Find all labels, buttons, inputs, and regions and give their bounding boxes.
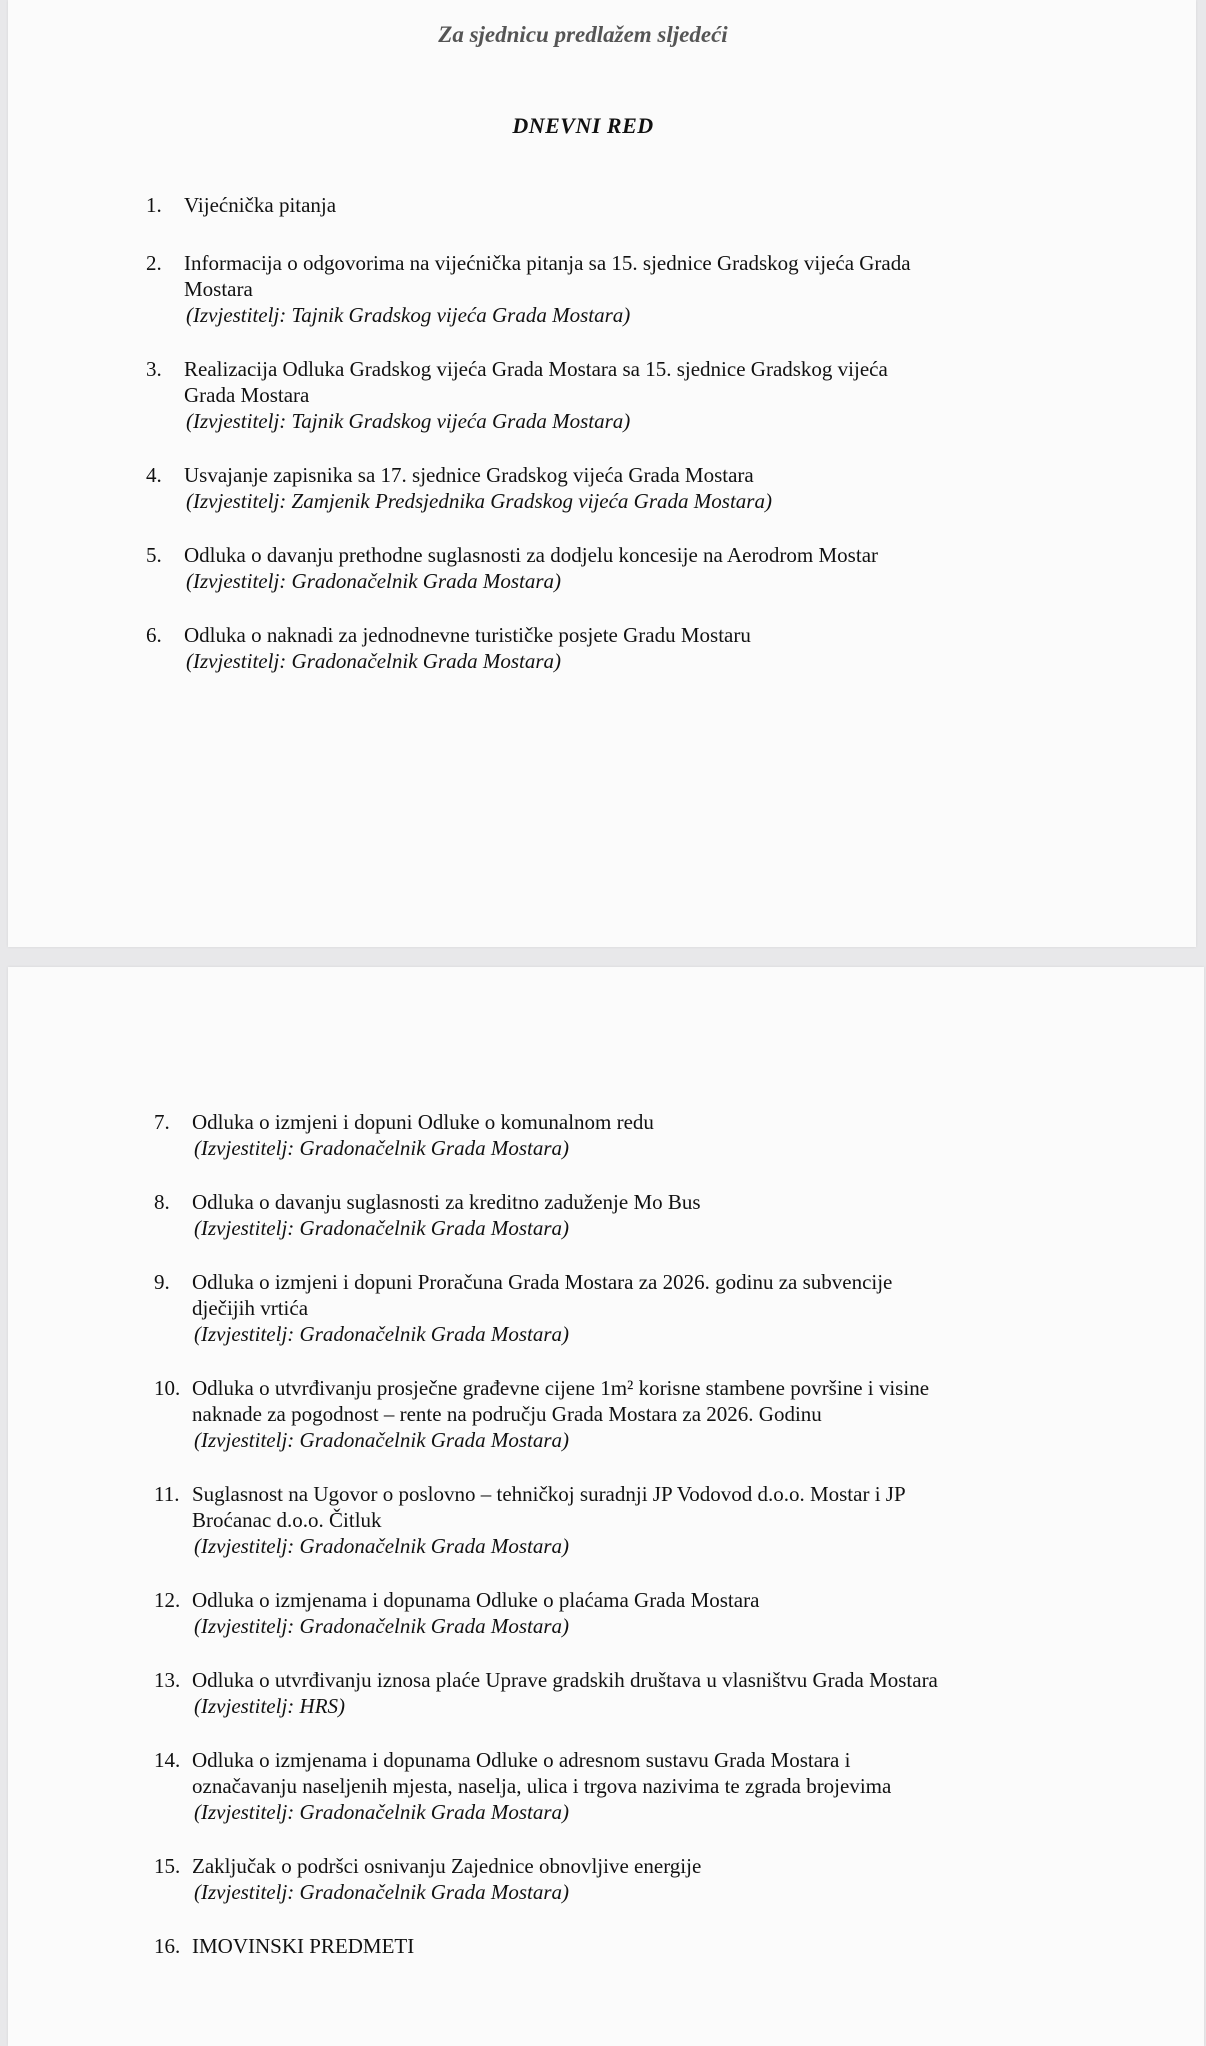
agenda-item-text: dječijih vrtića: [192, 1296, 309, 1320]
agenda-item-text: Mostara: [184, 277, 253, 301]
agenda-item-text: Zaključak o podršci osnivanju Zajednice obnovljive energije: [192, 1854, 702, 1878]
agenda-item-text: označavanju naseljenih mjesta, naselja, ulica i trgova nazivima te zgrada brojevima: [192, 1774, 892, 1798]
agenda-item-number: 14.: [154, 1748, 181, 1772]
agenda-item: [154, 1189, 1054, 1241]
agenda-item: [146, 192, 1026, 218]
agenda-item: [146, 622, 1026, 674]
agenda-item-number: 5.: [146, 543, 162, 567]
agenda-item-number: 11.: [154, 1482, 180, 1506]
agenda-item-number: 12.: [154, 1588, 181, 1612]
agenda-list-page-1: [146, 192, 1026, 702]
agenda-item: [154, 1747, 1054, 1825]
agenda-item: [154, 1375, 1054, 1453]
agenda-item-number: 3.: [146, 357, 162, 381]
agenda-item-number: 9.: [154, 1270, 170, 1294]
header-note: Za sjednicu predlažem sljedeći: [438, 22, 728, 47]
agenda-item-number: 15.: [154, 1854, 181, 1878]
agenda-item-reporter: (Izvjestitelj: Zamjenik Predsjednika Gradskog vijeća Grada Mostara): [186, 489, 772, 513]
agenda-item-reporter: (Izvjestitelj: Gradonačelnik Grada Mostara): [194, 1216, 570, 1240]
agenda-item: [146, 356, 1026, 434]
agenda-item-text: Suglasnost na Ugovor o poslovno – tehničkoj suradnji JP Vodovod d.o.o. Mostar i JP: [192, 1482, 906, 1506]
agenda-item-text: Odluka o naknadi za jednodnevne turističke posjete Gradu Mostaru: [184, 623, 751, 647]
agenda-item: [146, 542, 1026, 594]
agenda-item-number: 16.: [154, 1934, 181, 1958]
agenda-item-number: 1.: [146, 193, 162, 217]
agenda-list-page-2: [154, 1109, 1054, 1987]
agenda-item-reporter: (Izvjestitelj: Gradonačelnik Grada Mostara): [186, 649, 562, 673]
agenda-item: [154, 1481, 1054, 1559]
agenda-item-text: Odluka o izmjenama i dopunama Odluke o adresnom sustavu Grada Mostara i: [192, 1748, 851, 1772]
agenda-item: [154, 1853, 1054, 1905]
agenda-item-text: Odluka o izmjeni i dopuni Proračuna Grada Mostara za 2026. godinu za subvencije: [192, 1270, 893, 1294]
agenda-item-text: Vijećnička pitanja: [184, 193, 337, 217]
agenda-item-reporter: (Izvjestitelj: Gradonačelnik Grada Mostara): [194, 1880, 570, 1904]
agenda-item-number: 7.: [154, 1110, 170, 1134]
agenda-item-number: 6.: [146, 623, 162, 647]
agenda-item-text: Informacija o odgovorima na vijećnička pitanja sa 15. sjednice Gradskog vijeća Grada: [184, 251, 911, 275]
agenda-item-reporter: (Izvjestitelj: Gradonačelnik Grada Mostara): [194, 1322, 570, 1346]
agenda-item: [154, 1269, 1054, 1347]
agenda-item-reporter: (Izvjestitelj: Gradonačelnik Grada Mostara): [194, 1800, 570, 1824]
agenda-item: [154, 1933, 1054, 1959]
agenda-item-text: IMOVINSKI PREDMETI: [192, 1934, 415, 1958]
agenda-item-text: Grada Mostara: [184, 383, 310, 407]
agenda-item-number: 13.: [154, 1668, 181, 1692]
agenda-item: [154, 1109, 1054, 1161]
agenda-item-reporter: (Izvjestitelj: Gradonačelnik Grada Mostara): [194, 1534, 570, 1558]
document-page-2: [8, 967, 1204, 2046]
document-page-1: [8, 0, 1196, 947]
agenda-item-number: 10.: [154, 1376, 181, 1400]
agenda-item-text: Odluka o utvrđivanju prosječne građevne cijene 1m² korisne stambene površine i visine: [192, 1376, 930, 1400]
agenda-item-text: Broćanac d.o.o. Čitluk: [192, 1508, 382, 1532]
agenda-item-reporter: (Izvjestitelj: Gradonačelnik Grada Mostara): [186, 569, 562, 593]
agenda-item-reporter: (Izvjestitelj: Tajnik Gradskog vijeća Grada Mostara): [186, 303, 631, 327]
agenda-item-text: naknade za pogodnost – rente na području Grada Mostara za 2026. Godinu: [192, 1402, 822, 1426]
agenda-item-reporter: (Izvjestitelj: Gradonačelnik Grada Mostara): [194, 1614, 570, 1638]
agenda-item-reporter: (Izvjestitelj: Gradonačelnik Grada Mostara): [194, 1428, 570, 1452]
agenda-item-number: 8.: [154, 1190, 170, 1214]
agenda-item: [146, 250, 1026, 328]
agenda-item-reporter: (Izvjestitelj: Tajnik Gradskog vijeća Grada Mostara): [186, 409, 631, 433]
agenda-item: [146, 462, 1026, 514]
agenda-item-text: Odluka o izmjenama i dopunama Odluke o plaćama Grada Mostara: [192, 1588, 760, 1612]
agenda-item-reporter: (Izvjestitelj: HRS): [194, 1694, 346, 1718]
agenda-title: DNEVNI RED: [512, 113, 654, 138]
agenda-item-text: Odluka o davanju suglasnosti za kreditno zaduženje Mo Bus: [192, 1190, 701, 1214]
agenda-item-text: Odluka o davanju prethodne suglasnosti za dodjelu koncesije na Aerodrom Mostar: [184, 543, 879, 567]
agenda-item-number: 2.: [146, 251, 162, 275]
agenda-item-number: 4.: [146, 463, 162, 487]
agenda-item: [154, 1587, 1054, 1639]
agenda-item-text: Usvajanje zapisnika sa 17. sjednice Gradskog vijeća Grada Mostara: [184, 463, 754, 487]
agenda-item-text: Odluka o utvrđivanju iznosa plaće Uprave gradskih društava u vlasništvu Grada Mostara: [192, 1668, 938, 1692]
agenda-item-text: Odluka o izmjeni i dopuni Odluke o komunalnom redu: [192, 1110, 654, 1134]
agenda-item-reporter: (Izvjestitelj: Gradonačelnik Grada Mostara): [194, 1136, 570, 1160]
agenda-item: [154, 1667, 1054, 1719]
agenda-item-text: Realizacija Odluka Gradskog vijeća Grada Mostara sa 15. sjednice Gradskog vijeća: [184, 357, 888, 381]
